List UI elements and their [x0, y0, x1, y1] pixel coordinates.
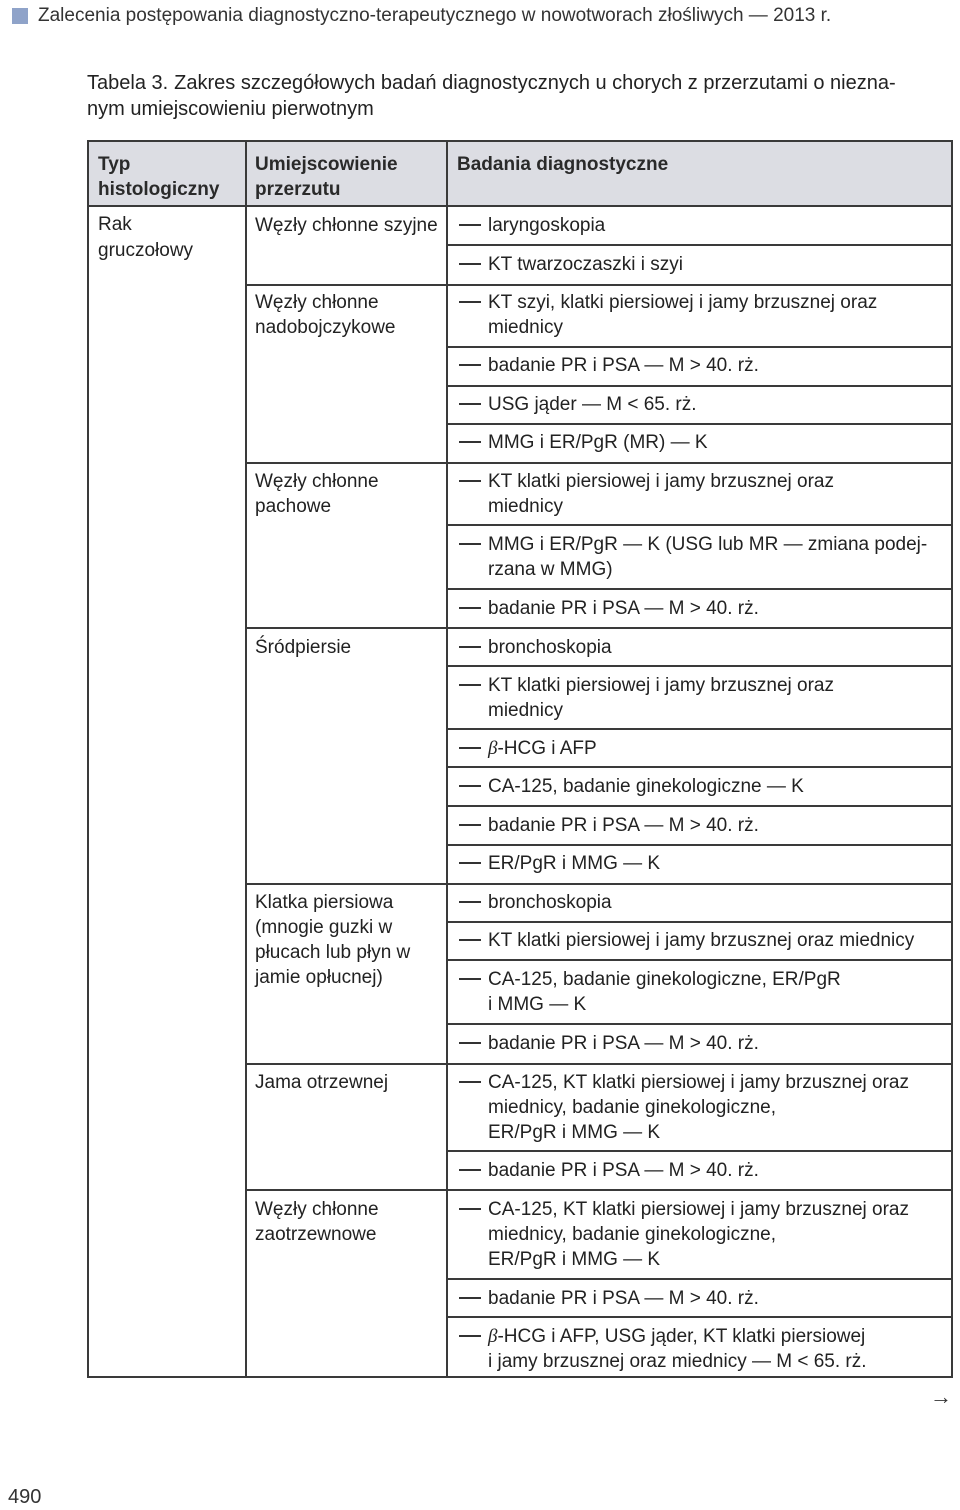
test-divider [448, 462, 951, 464]
test-item: MMG i ER/PgR (MR) — K [459, 430, 944, 455]
test-item: badanie PR i PSA — M > 40. rż. [459, 1286, 944, 1311]
test-item: CA-125, KT klatki piersiowej i jamy brzusznej oraz miednicy, badanie ginekologiczne, ER/PgR i MMG — K [459, 1070, 944, 1145]
dash-icon [459, 301, 481, 303]
test-item: CA-125, badanie ginekologiczne — K [459, 774, 944, 799]
dash-icon [459, 684, 481, 686]
test-item: badanie PR i PSA — M > 40. rż. [459, 1158, 944, 1183]
test-divider [448, 728, 951, 730]
table-header-row [89, 142, 951, 207]
test-item: β-HCG i AFP [459, 736, 944, 761]
test-divider [448, 766, 951, 768]
test-item: KT twarzoczaszki i szyi [459, 252, 944, 277]
test-divider [448, 1023, 951, 1025]
dash-icon [459, 1335, 481, 1337]
dash-icon [459, 403, 481, 405]
dash-icon [459, 978, 481, 980]
dash-icon [459, 364, 481, 366]
histologic-type-cell: Rak gruczołowy [98, 214, 194, 261]
header-square-icon [12, 8, 28, 24]
test-item: KT klatki piersiowej i jamy brzusznej oraz miednicy [459, 928, 944, 953]
location-cell: Węzły chłonne pachowe [255, 471, 379, 517]
table-title [87, 70, 932, 122]
dash-icon [459, 1208, 481, 1210]
dash-icon [459, 1081, 481, 1083]
test-item: badanie PR i PSA — M > 40. rż. [459, 353, 944, 378]
dash-icon [459, 1042, 481, 1044]
dash-icon [459, 901, 481, 903]
test-divider [448, 844, 951, 846]
location-cell: Węzły chłonne nadobojczykowe [255, 292, 396, 338]
test-divider [448, 1316, 951, 1318]
test-divider [448, 1063, 951, 1065]
test-divider [448, 1189, 951, 1191]
dash-icon [459, 747, 481, 749]
dash-icon [459, 607, 481, 609]
test-divider [448, 627, 951, 629]
test-item: MMG i ER/PgR — K (USG lub MR — zmiana podej- rzana w MMG) [459, 532, 944, 582]
row-divider [245, 883, 449, 885]
row-divider [245, 1189, 449, 1191]
test-item: bronchoskopia [459, 890, 944, 915]
dash-icon [459, 224, 481, 226]
test-divider [448, 244, 951, 246]
test-divider [448, 423, 951, 425]
test-item: bronchoskopia [459, 635, 944, 660]
test-divider [448, 665, 951, 667]
dash-icon [459, 1169, 481, 1171]
row-divider [245, 284, 449, 286]
row-divider [245, 627, 449, 629]
row-divider [245, 462, 449, 464]
test-item: KT szyi, klatki piersiowej i jamy brzusznej oraz miednicy [459, 290, 944, 340]
col-header-tests: Badania diagnostyczne [457, 154, 669, 175]
test-item: CA-125, KT klatki piersiowej i jamy brzusznej oraz miednicy, badanie ginekologiczne, ER/PgR i MMG — K [459, 1197, 944, 1272]
col-header-location: Umiejscowienie przerzutu [255, 154, 398, 200]
dash-icon [459, 939, 481, 941]
test-item: KT klatki piersiowej i jamy brzusznej oraz miednicy [459, 469, 944, 519]
test-item: β-HCG i AFP, USG jąder, KT klatki piersiowej i jamy brzusznej oraz miednicy — M < 65. rż. [459, 1324, 944, 1374]
dash-icon [459, 824, 481, 826]
table-label: Tabela 3. [87, 72, 169, 94]
location-cell: Jama otrzewnej [255, 1072, 389, 1093]
test-divider [448, 346, 951, 348]
test-item: badanie PR i PSA — M > 40. rż. [459, 596, 944, 621]
dash-icon [459, 646, 481, 648]
running-header [12, 4, 831, 28]
test-item: laryngoskopia [459, 213, 944, 238]
dash-icon [459, 785, 481, 787]
test-divider [448, 959, 951, 961]
test-divider [448, 284, 951, 286]
test-divider [448, 1278, 951, 1280]
test-divider [448, 385, 951, 387]
location-cell: Klatka piersiowa (mnogie guzki w płucach lub płyn w jamie opłucnej) [255, 892, 411, 988]
dash-icon [459, 1297, 481, 1299]
test-divider [448, 805, 951, 807]
header-text: Zalecenia postępowania diagnostyczno-terapeutycznego w nowotworach złośliwych — 2013 r. [38, 5, 832, 26]
test-divider [448, 883, 951, 885]
dash-icon [459, 480, 481, 482]
test-item: KT klatki piersiowej i jamy brzusznej oraz miednicy [459, 673, 944, 723]
test-item: ER/PgR i MMG — K [459, 851, 944, 876]
test-divider [448, 524, 951, 526]
test-item: USG jąder — M < 65. rż. [459, 392, 944, 417]
dash-icon [459, 441, 481, 443]
location-cell: Węzły chłonne szyjne [255, 215, 438, 236]
beta-symbol: β [488, 1326, 498, 1347]
diagnostics-table [87, 140, 953, 1378]
test-item: CA-125, badanie ginekologiczne, ER/PgR i MMG — K [459, 967, 944, 1017]
row-divider [245, 1063, 449, 1065]
dash-icon [459, 263, 481, 265]
col-header-histologic-type: Typ histologiczny [98, 154, 220, 200]
test-item: badanie PR i PSA — M > 40. rż. [459, 813, 944, 838]
dash-icon [459, 543, 481, 545]
dash-icon [459, 862, 481, 864]
test-divider [448, 588, 951, 590]
location-cell: Śródpiersie [255, 637, 352, 658]
test-divider [448, 1150, 951, 1152]
beta-symbol: β [488, 738, 498, 759]
table-caption: Zakres szczegółowych badań diagnostycznych u chorych z przerzutami o niezna-nym umiejscowieniu pierwotnym [87, 72, 896, 120]
location-cell: Węzły chłonne zaotrzewnowe [255, 1199, 379, 1245]
page-number: 490 [8, 1486, 42, 1508]
test-item: badanie PR i PSA — M > 40. rż. [459, 1031, 944, 1056]
continuation-arrow-icon: → [930, 1384, 952, 1409]
test-divider [448, 921, 951, 923]
